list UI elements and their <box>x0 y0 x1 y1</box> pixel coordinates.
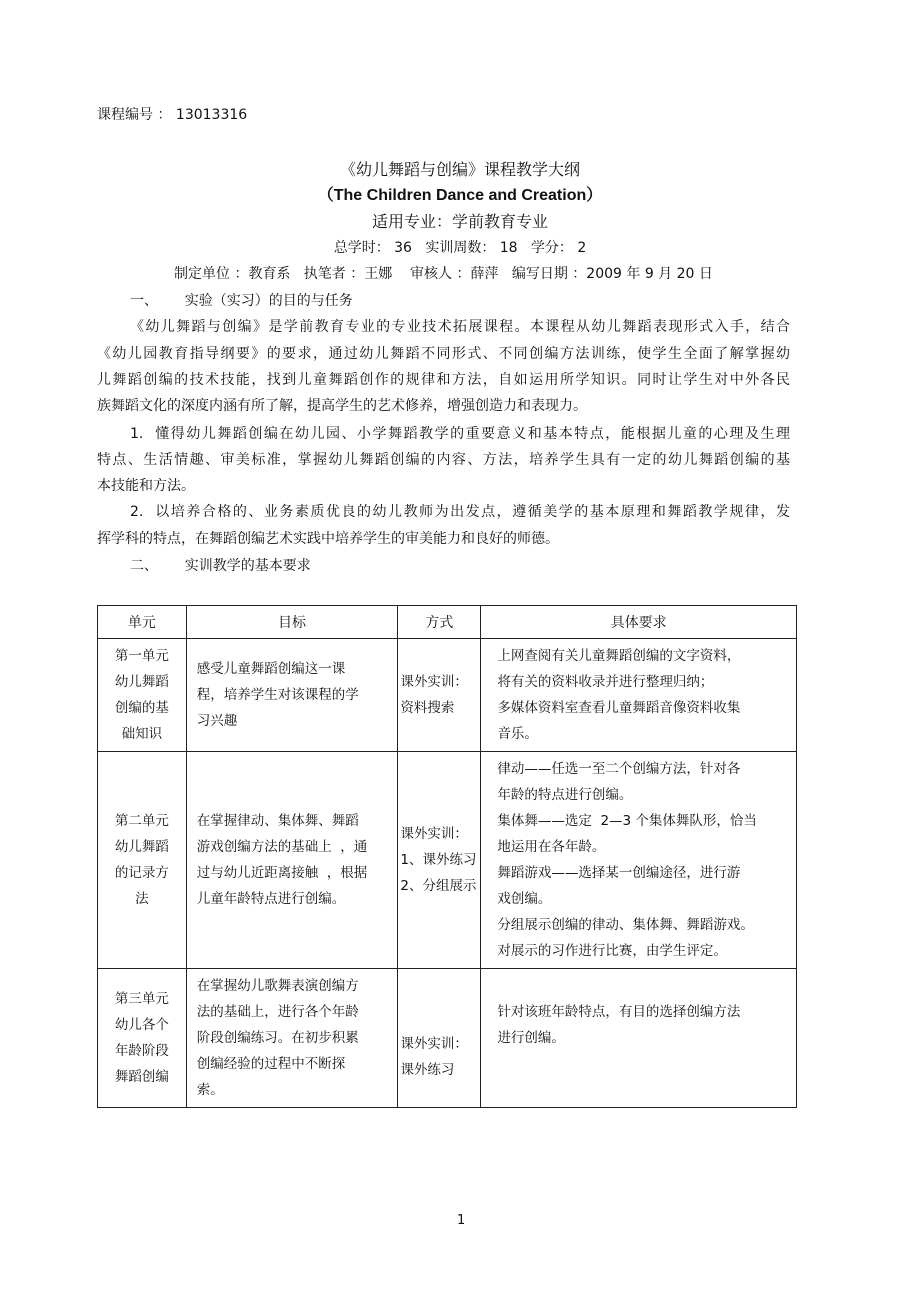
req-line: 针对该班年龄特点，有目的选择创编方法 <box>497 1004 741 1020</box>
section1-heading: 一、 实验（实习）的目的与任务 <box>130 293 353 309</box>
requirements-table <box>97 605 797 1108</box>
method-line: 课外实训： <box>400 826 468 842</box>
goal-line: 习兴趣 <box>196 713 238 729</box>
paragraph-line: 《幼儿园教育指导纲要》的要求，通过幼儿舞蹈不同形式、不同创编方法训练，使学生全面了解掌握幼 <box>97 346 790 362</box>
goal-line: 游戏创编方法的基础上 ，通 <box>196 839 368 855</box>
header-requirements: 具体要求 <box>481 606 797 639</box>
unit-line: 第三单元 <box>114 991 169 1007</box>
unit-line: 创编的基 <box>114 700 169 716</box>
unit-line: 第一单元 <box>114 648 169 664</box>
goal-line: 法的基础上，进行各个年龄 <box>196 1004 359 1020</box>
item1-line: 特点、生活情趣、审美标准，掌握幼儿舞蹈创编的内容、方法，培养学生具有一定的幼儿舞蹈创编的基 <box>97 452 790 468</box>
goal-line: 在掌握律动、集体舞、舞蹈 <box>196 813 359 829</box>
goal-line: 索。 <box>196 1082 224 1098</box>
goal-line: 在掌握幼儿歌舞表演创编方 <box>196 978 359 994</box>
course-code-label: 课程编号 ： <box>97 107 172 123</box>
applicable-major: 适用专业：学前教育专业 <box>371 212 548 231</box>
course-code-value: 13013316 <box>175 107 248 123</box>
goal-line: 过与幼儿近距离接触 ，根据 <box>196 865 368 881</box>
method-line: 课外实训： <box>400 1036 468 1052</box>
hours-credits: 总学时： 36 实训周数： 18 学分： 2 <box>333 240 587 256</box>
method-line: 课外练习 <box>400 1062 455 1078</box>
method-line: 资料搜索 <box>400 700 455 716</box>
document-title: 《幼儿舞蹈与创编》课程教学大纲 <box>339 160 580 179</box>
unit-line: 法 <box>135 891 149 907</box>
unit-line: 第二单元 <box>114 813 169 829</box>
req-line: 年龄的特点进行创编。 <box>497 787 633 803</box>
goal-line: 程，培养学生对该课程的学 <box>196 687 359 703</box>
item1-line: 1. 懂得幼儿舞蹈创编在幼儿园、小学舞蹈教学的重要意义和基本特点，能根据儿童的心理及生理 <box>130 426 790 442</box>
table-header-row <box>98 606 797 639</box>
req-line: 律动——任选一至二个创编方法，针对各 <box>497 761 741 777</box>
req-line: 舞蹈游戏——选择某一创编途径，进行游 <box>497 865 741 881</box>
req-line: 集体舞——选定 2—3 个集体舞队形，恰当 <box>497 813 757 829</box>
table-row <box>98 969 797 1108</box>
section2-heading: 二、 实训教学的基本要求 <box>130 558 311 574</box>
req-line: 多媒体资料室查看儿童舞蹈音像资料收集 <box>497 700 741 716</box>
unit-line: 年龄阶段 <box>114 1043 169 1059</box>
unit-line: 幼儿舞蹈 <box>114 674 169 690</box>
goal-line: 感受儿童舞蹈创编这一课 <box>196 661 346 677</box>
page-number: 1 <box>457 1213 466 1228</box>
req-line: 将有关的资料收录并进行整理归纳； <box>497 674 714 690</box>
req-line: 分组展示创编的律动、集体舞、舞蹈游戏。 <box>497 917 754 933</box>
method-line: 课外实训： <box>400 674 468 690</box>
unit-line: 幼儿各个 <box>114 1017 169 1033</box>
req-line: 音乐。 <box>497 726 538 742</box>
unit-line: 的记录方 <box>114 865 169 881</box>
req-line: 上网查阅有关儿童舞蹈创编的文字资料， <box>497 648 741 664</box>
goal-line: 创编经验的过程中不断探 <box>196 1056 346 1072</box>
goal-line: 儿童年龄特点进行创编。 <box>196 891 346 907</box>
document-subtitle: （The Children Dance and Creation） <box>317 187 603 204</box>
table-row <box>98 752 797 969</box>
item2-line: 挥学科的特点，在舞蹈创编艺术实践中培养学生的审美能力和良好的师德。 <box>97 531 559 547</box>
header-goal: 目标 <box>186 606 398 639</box>
paragraph-line: 儿舞蹈创编的技术技能，找到儿童舞蹈创作的规律和方法，自如运用所学知识。同时让学生对中外各民 <box>97 372 790 388</box>
table-row <box>98 639 797 752</box>
document-meta: 制定单位 ：教育系 执笔者 ：王娜 审核人 ：薛萍 编写日期 ：2009 年 9 月 20 日 <box>174 266 713 282</box>
method-line: 1、课外练习 <box>400 852 477 868</box>
req-line: 戏创编。 <box>497 891 552 907</box>
unit-line: 舞蹈创编 <box>114 1069 169 1085</box>
req-line: 进行创编。 <box>497 1030 565 1046</box>
req-line: 对展示的习作进行比赛，由学生评定。 <box>497 943 727 959</box>
header-unit: 单元 <box>98 606 187 639</box>
item1-line: 本技能和方法。 <box>97 478 195 494</box>
course-code <box>97 104 247 124</box>
goal-line: 阶段创编练习。在初步积累 <box>196 1030 359 1046</box>
paragraph-line: 族舞蹈文化的深度内涵有所了解，提高学生的艺术修养，增强创造力和表现力。 <box>97 398 587 414</box>
header-method: 方式 <box>398 606 481 639</box>
method-line: 2、分组展示 <box>400 878 477 894</box>
req-line: 地运用在各年龄。 <box>497 839 606 855</box>
paragraph-line: 《幼儿舞蹈与创编》是学前教育专业的专业技术拓展课程。本课程从幼儿舞蹈表现形式入手，结合 <box>130 319 790 335</box>
unit-line: 幼儿舞蹈 <box>114 839 169 855</box>
item2-line: 2. 以培养合格的、业务素质优良的幼儿教师为出发点，遵循美学的基本原理和舞蹈教学规律，发 <box>130 504 790 520</box>
unit-line: 础知识 <box>121 726 163 742</box>
